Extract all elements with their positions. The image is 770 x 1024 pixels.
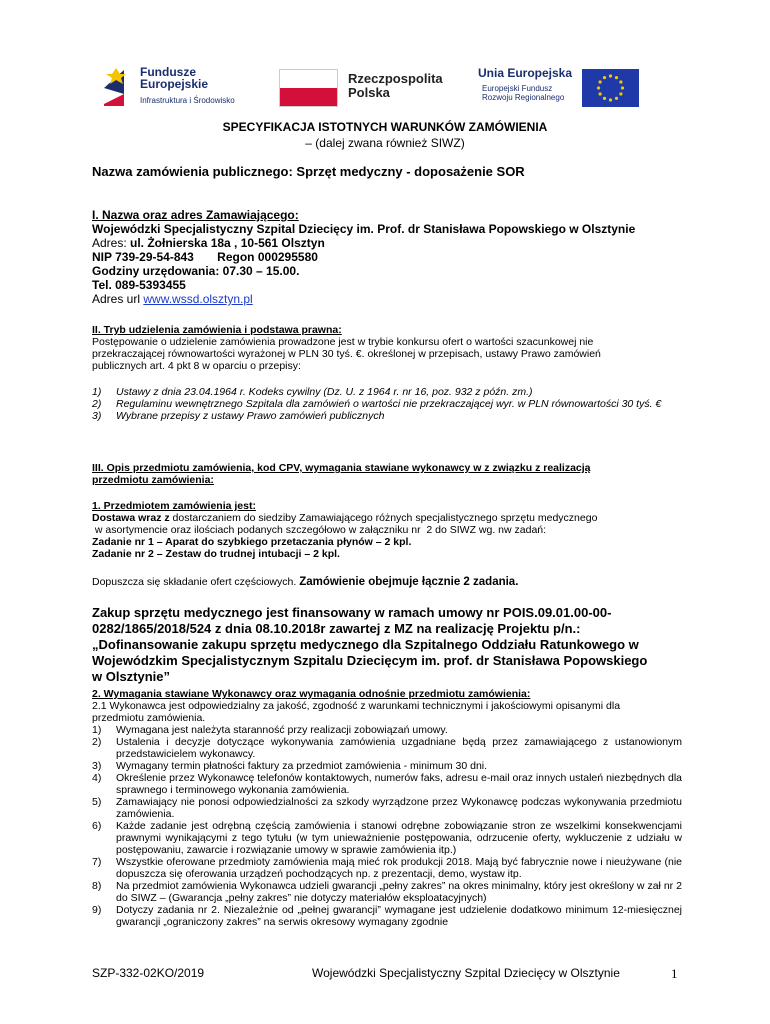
footer-code: SZP-332-02KO/2019 bbox=[92, 966, 205, 980]
list-item: 6) Każde zadanie jest odrębną częścią zamówienia i stanowi odrębne zobowiązanie stron ze wszelkimi konsekwencjami prawnymi wynikającymi z tego tytułu (w tym unieważnienie postępowania, odrzucenie oferty, wykluczenie z udziału w postępowaniu, zawarcie i rozwiązanie umowy w sprawie zamówienia itp.) bbox=[92, 820, 682, 856]
section-1-heading: I. Nazwa oraz adres Zamawiającego: bbox=[92, 208, 299, 222]
list-item: 8) Na przedmiot zamówienia Wykonawca udzieli gwarancji „pełny zakres” na okres minimalny, który jest określony w zał nr 2 do SIWZ – (Gwarancja „pełny zakres” nie dotyczy materiałów eksploatacyjnych) bbox=[92, 880, 682, 904]
task-2: Zadanie nr 2 – Zestaw do trudnej intubacji – 2 kpl. bbox=[92, 548, 340, 560]
list-item: 7) Wszystkie oferowane przedmioty zamówienia mają mieć rok produkcji 2018. Mają być fabrycznie nowe i nieużywane (nie dopuszcza się oferowania urządzeń pochodzących np. z prezentacji, demo, wystaw itp. bbox=[92, 856, 682, 880]
list-item: 2) Regulaminu wewnętrznego Szpitala dla zamówień o wartości nie przekraczającej wyr. w PLN równowartości 30 tyś. € bbox=[92, 398, 662, 410]
fe-logo-text: Fundusze Europejskie bbox=[140, 65, 209, 91]
hospital-url-link[interactable]: www.wssd.olsztyn.pl bbox=[143, 292, 253, 306]
document-title: SPECYFIKACJA ISTOTNYCH WARUNKÓW ZAMÓWIENIA bbox=[222, 120, 548, 134]
list-item: 1) Wymagana jest należyta staranność przy realizacji zobowiązań umowy. bbox=[92, 724, 448, 736]
funding-paragraph: Zakup sprzętu medycznego jest finansowany w ramach umowy nr POIS.09.01.00-00- 0282/1865/2018/524 z dnia 08.10.2018r zawartej z MZ na realizację Projektu p/n.: „Dofinansowanie zakupu sprzętu medycznego dla Szpitalnego Oddziału Ratunkowego w Wojewódzkim Specjalistycznym Szpitalu Dziecięcym im. prof. dr Stanisława Popowskiego w Olsztynie” bbox=[92, 605, 648, 684]
eu-star-icon bbox=[615, 97, 618, 100]
hospital-address: Adres: ul. Żołnierska 18a , 10-561 Olsztyn bbox=[92, 236, 325, 250]
section-3-heading: III. Opis przedmiotu zamówienia, kod CPV, wymagania stawiane wykonawcy w z związku z realizacją przedmiotu zamówienia: bbox=[92, 462, 591, 486]
list-item: 5) Zamawiający nie ponosi odpowiedzialności za szkody wyrządzone przez Wykonawcę podczas wykonywania przedmiotu zamówienia. bbox=[92, 796, 682, 820]
rp-logo-text: Rzeczpospolita Polska bbox=[348, 71, 443, 100]
section-1 bbox=[92, 208, 682, 306]
eu-star-icon bbox=[603, 97, 606, 100]
eu-star-icon bbox=[619, 80, 622, 83]
section-2 bbox=[92, 324, 682, 372]
section-2-text: Postępowanie o udzielenie zamówienia prowadzone jest w trybie konkursu ofert o wartości szacunkowej nie bbox=[92, 336, 594, 348]
requirements-text: 2.1 Wykonawca jest odpowiedzialny za jakość, zgodność z warunkami technicznymi i jakościowymi opisanymi dla bbox=[92, 700, 621, 712]
list-item: 3) Wybrane przepisy z ustawy Prawo zamówień publicznych bbox=[92, 410, 385, 422]
hospital-name: Wojewódzki Specjalistyczny Szpital Dziecięcy im. Prof. dr Stanisława Popowskiego w Olsztynie bbox=[92, 222, 636, 236]
eu-star-icon bbox=[599, 80, 602, 83]
section-3-2 bbox=[92, 688, 682, 724]
list-item: 3) Wymagany termin płatności faktury za przedmiot zamówienia - minimum 30 dni. bbox=[92, 760, 488, 772]
eu-star-icon bbox=[615, 76, 618, 79]
section-2-text: przekraczającej równowartości wyrażonej w PLN 30 tyś. €. określonej w przepisach, ustawy Prawo zamówień bbox=[92, 348, 601, 360]
eu-star-icon bbox=[609, 74, 612, 77]
url-line: Adres url www.wssd.olsztyn.pl bbox=[92, 292, 253, 306]
partial-offers: Dopuszcza się składanie ofert częściowych. Zamówienie obejmuje łącznie 2 zadania. bbox=[92, 576, 519, 588]
list-item: 9) Dotyczy zadania nr 2. Niezależnie od „pełnej gwarancji” wymagane jest udzielenie dodatkowo minimum 12-miesięcznej gwarancji „ograniczony zakres” na serwis okresowy wymagany zgodnie bbox=[92, 904, 682, 928]
section-2-heading: II. Tryb udzielenia zamówienia i podstawa prawna: bbox=[92, 324, 342, 336]
section-2-text: publicznych art. 4 pkt 8 w oparciu o przepisy: bbox=[92, 360, 301, 372]
page-number: 1 bbox=[671, 966, 678, 981]
list-item: 2) Ustalenia i decyzje dotyczące wykonywania zamówienia uzgadniane będą przez zamawiającego z ustanowionym przedstawicielem wykonawcy. bbox=[92, 736, 682, 760]
delivery-text: Dostawa wraz z dostarczaniem do siedziby Zamawiającego różnych specjalistycznego sprzętu medycznego bbox=[92, 512, 598, 524]
poland-flag bbox=[279, 69, 338, 107]
section-2-list bbox=[92, 386, 682, 422]
eu-star-icon bbox=[599, 92, 602, 95]
nip-regon: NIP 739-29-54-843 Regon 000295580 bbox=[92, 250, 318, 264]
office-hours: Godziny urzędowania: 07.30 – 15.00. bbox=[92, 264, 300, 278]
subsection-1-heading: 1. Przedmiotem zamówienia jest: bbox=[92, 500, 256, 512]
list-item: 1) Ustawy z dnia 23.04.1964 r. Kodeks cywilny (Dz. U. z 1964 r. nr 16, poz. 932 z późn. zm.) bbox=[92, 386, 533, 398]
subsection-2-heading: 2. Wymagania stawiane Wykonawcy oraz wymagania odnośnie przedmiotu zamówienia: bbox=[92, 688, 531, 700]
list-item: 4) Określenie przez Wykonawcę telefonów kontaktowych, numerów faks, adresu e-mail oraz innych ustaleń niezbędnych dla sprawnego i terminowego wykonania zamówienia. bbox=[92, 772, 682, 796]
eu-star-icon bbox=[621, 86, 624, 89]
eu-star-icon bbox=[603, 76, 606, 79]
eu-star-icon bbox=[619, 92, 622, 95]
eu-star-icon bbox=[609, 98, 612, 101]
footer-hospital: Wojewódzki Specjalistyczny Szpital Dziecięcy w Olsztynie bbox=[312, 966, 620, 980]
requirements-list bbox=[92, 724, 682, 928]
eu-star-icon bbox=[597, 86, 600, 89]
phone: Tel. 089-5393455 bbox=[92, 278, 186, 292]
section-3-1 bbox=[92, 500, 682, 560]
fundusze-europejskie-logo bbox=[100, 64, 134, 108]
ue-logo-title: Unia Europejska bbox=[478, 66, 573, 80]
document-subtitle: – (dalej zwana również SIWZ) bbox=[305, 136, 465, 150]
order-name: Nazwa zamówienia publicznego: Sprzęt medyczny - doposażenie SOR bbox=[92, 164, 525, 179]
requirements-text: przedmiotu zamówienia. bbox=[92, 712, 206, 724]
fe-logo-subtext: Infrastruktura i Środowisko bbox=[140, 96, 235, 105]
ue-logo-subtext: Europejski Fundusz Rozwoju Regionalnego bbox=[482, 84, 565, 102]
task-1: Zadanie nr 1 – Aparat do szybkiego przetaczania płynów – 2 kpl. bbox=[92, 536, 412, 548]
logo-bar bbox=[0, 58, 770, 118]
eu-flag-icon bbox=[582, 69, 639, 107]
delivery-text: w asortymencie oraz ilościach podanych szczegółowo w załączniku nr 2 do SIWZ wg. nw zadań: bbox=[92, 524, 547, 536]
